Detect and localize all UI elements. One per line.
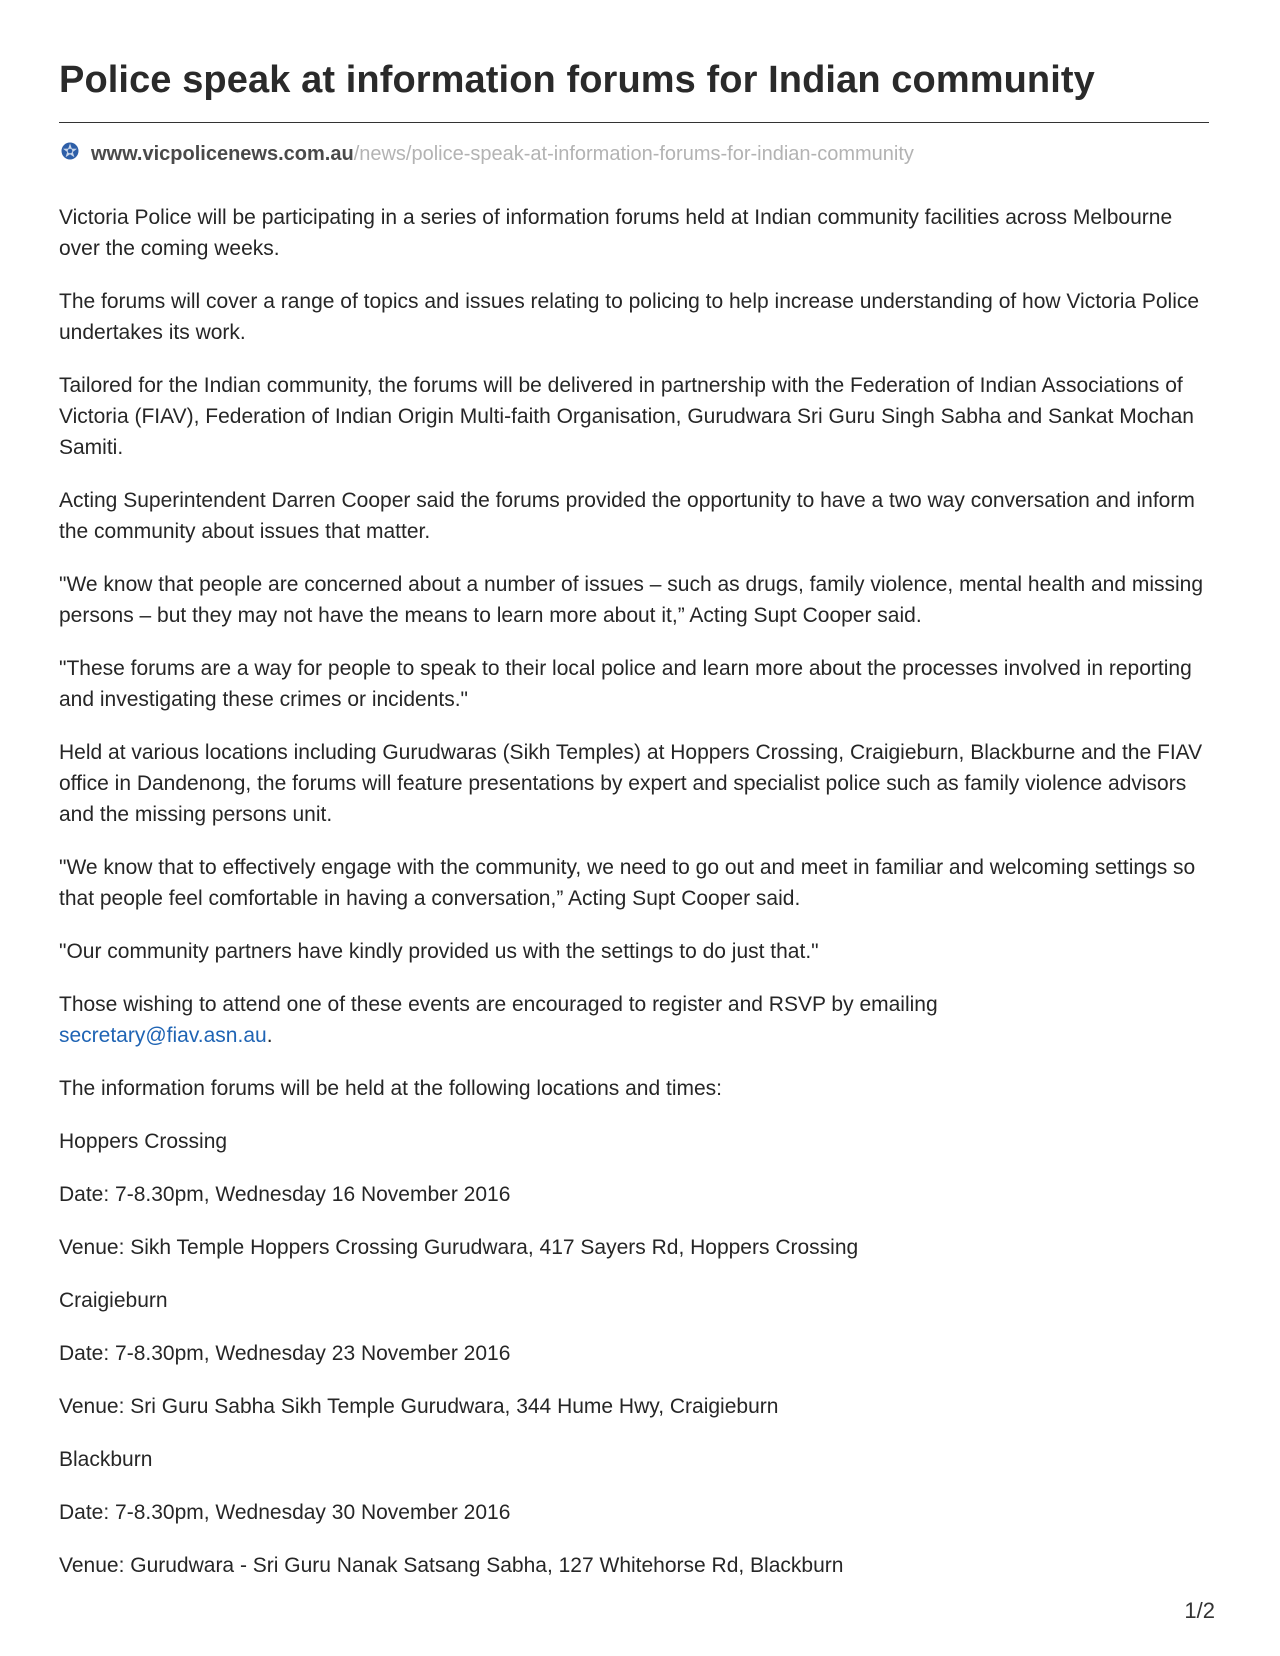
source-path: /news/police-speak-at-information-forums-for-indian-community bbox=[353, 142, 914, 165]
event-venue: Venue: Sri Guru Sabha Sikh Temple Gurudwara, 344 Hume Hwy, Craigieburn bbox=[59, 1395, 779, 1418]
document-page bbox=[59, 0, 1215, 1656]
title-divider bbox=[59, 122, 1209, 123]
page-number: 1/2 bbox=[1184, 1598, 1215, 1623]
rsvp-paragraph bbox=[59, 989, 1215, 1051]
event-location: Blackburn bbox=[59, 1448, 153, 1471]
rsvp-email-link[interactable]: secretary@fiav.asn.au bbox=[59, 1024, 267, 1047]
paragraph: "Our community partners have kindly provided us with the settings to do just that." bbox=[59, 940, 819, 963]
paragraph: "We know that people are concerned about a number of issues – such as drugs, family violence, mental health and missing persons – but they may not have the means to learn more about it,” Acting Supt Cooper said. bbox=[59, 573, 1204, 627]
event-location: Craigieburn bbox=[59, 1289, 168, 1312]
rsvp-text: Those wishing to attend one of these events are encouraged to register and RSVP by emailing bbox=[59, 993, 938, 1016]
paragraph: "These forums are a way for people to speak to their local police and learn more about the processes involved in reporting and investigating these crimes or incidents." bbox=[59, 657, 1192, 711]
event-date: Date: 7-8.30pm, Wednesday 23 November 2016 bbox=[59, 1342, 511, 1365]
event-location: Hoppers Crossing bbox=[59, 1130, 228, 1153]
paragraph: Victoria Police will be participating in a series of information forums held at Indian community facilities across Melbourne over the coming weeks. bbox=[59, 206, 1173, 260]
paragraph: The forums will cover a range of topics and issues relating to policing to help increase understanding of how Victoria Police undertakes its work. bbox=[59, 290, 1200, 344]
paragraph: Tailored for the Indian community, the forums will be delivered in partnership with the Federation of Indian Associations of Victoria (FIAV), Federation of Indian Origin Multi-faith Organisation, Gurudwara Sri Guru Singh Sabha and Sankat Mochan Samiti. bbox=[59, 374, 1194, 459]
event-date: Date: 7-8.30pm, Wednesday 30 November 2016 bbox=[59, 1501, 511, 1524]
paragraph: "We know that to effectively engage with the community, we need to go out and meet in familiar and welcoming settings so that people feel comfortable in having a conversation,” Acting Supt Cooper said. bbox=[59, 856, 1196, 910]
rsvp-end: . bbox=[266, 1024, 273, 1047]
police-badge-icon bbox=[59, 140, 81, 162]
article-title: Police speak at information forums for Indian community bbox=[59, 59, 1095, 101]
article-body bbox=[59, 202, 1215, 1603]
source-url[interactable] bbox=[59, 140, 914, 168]
event-venue: Venue: Gurudwara - Sri Guru Nanak Satsang Sabha, 127 Whitehorse Rd, Blackburn bbox=[59, 1554, 844, 1577]
locations-intro: The information forums will be held at the following locations and times: bbox=[59, 1077, 722, 1100]
paragraph: Held at various locations including Gurudwaras (Sikh Temples) at Hoppers Crossing, Craigieburn, Blackburne and the FIAV office in Dandenong, the forums will feature presentations by expert and specialist police such as family violence advisors and the missing persons unit. bbox=[59, 741, 1203, 826]
event-venue: Venue: Sikh Temple Hoppers Crossing Gurudwara, 417 Sayers Rd, Hoppers Crossing bbox=[59, 1236, 859, 1259]
event-date: Date: 7-8.30pm, Wednesday 16 November 2016 bbox=[59, 1183, 511, 1206]
paragraph: Acting Superintendent Darren Cooper said the forums provided the opportunity to have a two way conversation and inform the community about issues that matter. bbox=[59, 489, 1195, 543]
source-domain: www.vicpolicenews.com.au bbox=[91, 142, 354, 165]
